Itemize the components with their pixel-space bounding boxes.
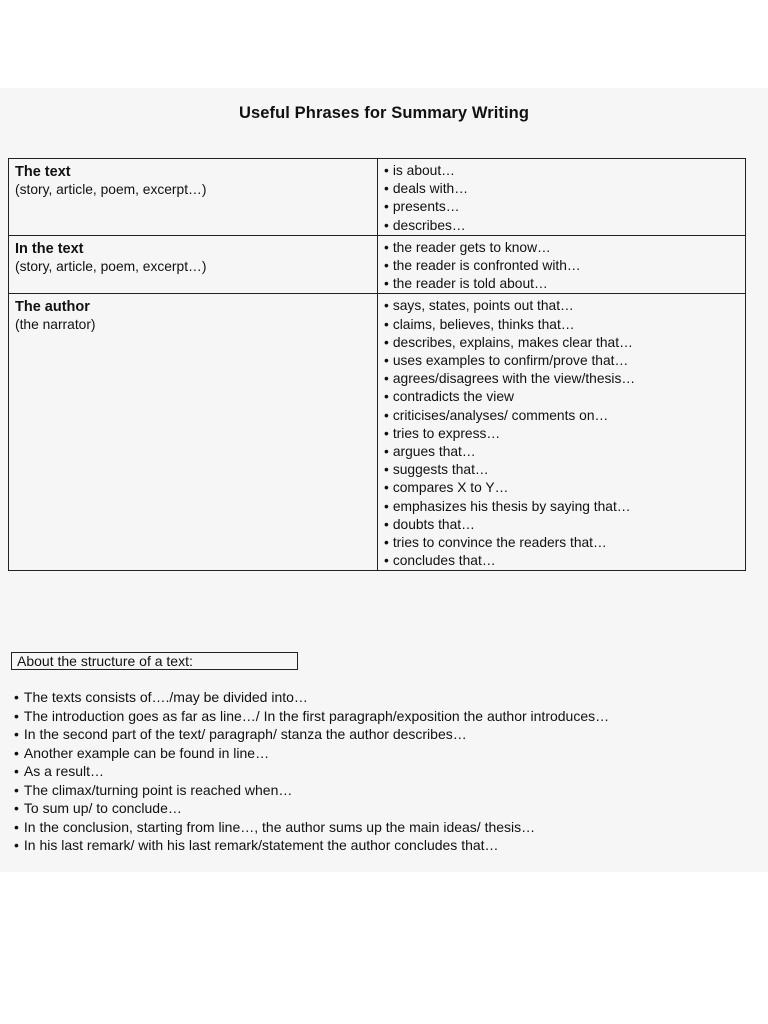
phrase-item: • the reader is told about… <box>384 275 745 293</box>
row-label-cell <box>9 235 378 294</box>
structure-list <box>14 688 714 855</box>
phrase-item: • compares X to Y… <box>384 479 745 497</box>
row-label: The text <box>15 164 71 180</box>
structure-item: • The climax/turning point is reached when… <box>14 781 714 800</box>
phrase-item: • tries to convince the readers that… <box>384 534 745 552</box>
table-row <box>9 294 746 571</box>
structure-item: • The introduction goes as far as line…/ In the first paragraph/exposition the author introduces… <box>14 707 714 726</box>
phrase-list <box>384 239 745 294</box>
table-row <box>9 235 746 294</box>
structure-item: • Another example can be found in line… <box>14 744 714 763</box>
phrase-item: • is about… <box>384 162 745 180</box>
phrase-item: • tries to express… <box>384 425 745 443</box>
table-row <box>9 159 746 236</box>
phrase-item: • suggests that… <box>384 461 745 479</box>
phrases-cell <box>378 294 746 571</box>
page-title: Useful Phrases for Summary Writing <box>238 104 530 122</box>
phrase-item: • argues that… <box>384 443 745 461</box>
phrase-item: • describes… <box>384 217 745 235</box>
row-label: In the text <box>15 240 84 257</box>
phrase-item: • the reader gets to know… <box>384 239 745 257</box>
structure-item: • To sum up/ to conclude… <box>14 799 714 818</box>
structure-item: • As a result… <box>14 762 714 781</box>
phrase-list <box>384 162 745 235</box>
phrase-item: • the reader is confronted with… <box>384 257 745 275</box>
structure-item: • In his last remark/ with his last remark/statement the author concludes that… <box>14 836 714 855</box>
phrase-item: • uses examples to confirm/prove that… <box>384 352 745 370</box>
phrase-item: • contradicts the view <box>384 388 745 406</box>
phrase-item: • says, states, points out that… <box>384 297 745 315</box>
phrase-item: • emphasizes his thesis by saying that… <box>384 498 745 516</box>
structure-item: • In the conclusion, starting from line…, the author sums up the main ideas/ thesis… <box>14 818 714 837</box>
phrases-table <box>8 158 746 571</box>
phrase-item: • presents… <box>384 198 745 216</box>
row-label: The author <box>15 299 90 316</box>
phrases-cell <box>378 235 746 294</box>
phrase-item: • concludes that… <box>384 552 745 570</box>
phrases-cell <box>378 159 746 236</box>
row-label-cell <box>9 294 378 571</box>
phrase-item: • deals with… <box>384 180 745 198</box>
phrase-item: • describes, explains, makes clear that… <box>384 334 745 352</box>
row-sublabel: (story, article, poem, excerpt…) <box>15 182 207 197</box>
structure-heading: About the structure of a text: <box>11 652 298 670</box>
row-label-cell <box>9 159 378 236</box>
row-sublabel: (story, article, poem, excerpt…) <box>15 258 207 274</box>
phrase-list <box>384 297 745 570</box>
phrase-item: • claims, believes, thinks that… <box>384 316 745 334</box>
phrase-item: • criticises/analyses/ comments on… <box>384 407 745 425</box>
row-sublabel: (the narrator) <box>15 317 96 333</box>
structure-item: • The texts consists of…./may be divided into… <box>14 688 714 707</box>
phrase-item: • agrees/disagrees with the view/thesis… <box>384 370 745 388</box>
phrase-item: • doubts that… <box>384 516 745 534</box>
structure-item: • In the second part of the text/ paragraph/ stanza the author describes… <box>14 725 714 744</box>
